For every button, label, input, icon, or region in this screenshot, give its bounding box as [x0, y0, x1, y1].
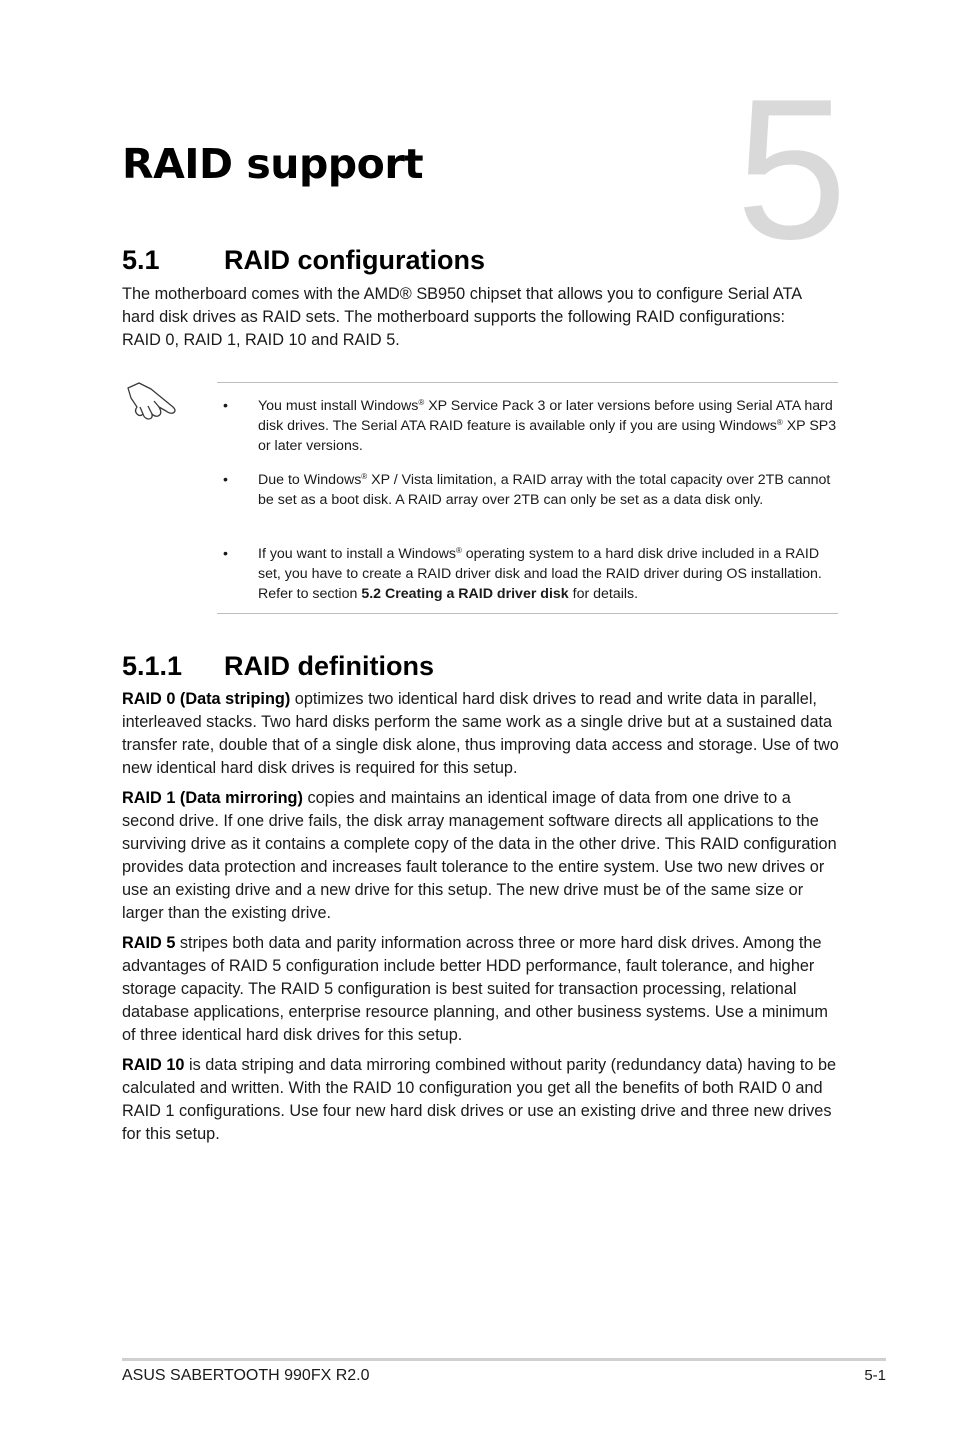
raid0-paragraph — [122, 688, 842, 780]
note-text: If you want to install a Windows — [258, 546, 456, 562]
pointing-hand-icon — [125, 380, 181, 424]
note-text: operating system to a hard disk drive included in a RAID set, you have to create a RAID driver disk and load the RAID driver during OS installation. Refer to section — [258, 546, 822, 602]
footer-page-number: 5-1 — [864, 1367, 886, 1384]
raid0-text: optimizes two identical hard disk drives to read and write data in parallel, interleaved stacks. Two hard disks perform the same work as a single drive but at a sustained data transfer rate, double that of a single disk alone, thus improving data access and storage. Use of two new identical hard disk drives is required for this setup. — [122, 690, 839, 777]
note-text: You must install Windows — [258, 398, 419, 414]
note-box — [217, 382, 838, 614]
registered-mark: ® — [361, 472, 368, 481]
section-reference: 5.2 Creating a RAID driver disk — [361, 586, 569, 602]
list-item — [217, 470, 838, 510]
raid10-term: RAID 10 — [122, 1056, 185, 1074]
raid10-text: is data striping and data mirroring combined without parity (redundancy data) having to be calculated and written. With the RAID 10 configuration you get all the benefits of both RAID 0 and RAID 1 configurations. Use four new hard disk drives or use an existing drive and three new drives for this setup. — [122, 1056, 837, 1143]
raid0-term: RAID 0 (Data striping) — [122, 690, 291, 708]
list-item — [217, 544, 838, 604]
note-text: XP / Vista limitation, a RAID array with the total capacity over 2TB cannot be set as a boot disk. A RAID array over 2TB can only be set as a data disk only. — [258, 472, 831, 508]
footer-product-name: ASUS SABERTOOTH 990FX R2.0 — [122, 1367, 370, 1384]
raid5-paragraph — [122, 932, 842, 1047]
note-text: for details. — [568, 586, 639, 602]
bullet: • — [223, 546, 228, 562]
raid1-term: RAID 1 (Data mirroring) — [122, 789, 303, 807]
section-title: RAID definitions — [224, 651, 434, 681]
registered-mark: ® — [455, 546, 462, 555]
chapter-title: RAID support — [122, 140, 424, 188]
footer-divider — [122, 1358, 886, 1361]
registered-mark: ® — [776, 418, 783, 427]
bullet: • — [223, 472, 228, 488]
section-title: RAID configurations — [224, 245, 485, 275]
section-number: 5.1.1 — [122, 651, 183, 681]
note-text: XP Service Pack 3 or later versions before using Serial ATA hard disk drives. The Serial ATA RAID feature is available only if you are using Windows — [258, 398, 833, 434]
note-text: XP SP3 or later versions. — [258, 418, 837, 454]
note-text: Due to Windows — [258, 472, 362, 488]
raid5-text: stripes both data and parity information across three or more hard disk drives. Among the advantages of RAID 5 configuration include better HDD performance, fault tolerance, and higher storage capacity. The RAID 5 configuration is best suited for transaction processing, relational database applications, enterprise resource planning, and other business systems. Use a minimum of three identical hard disk drives for this setup. — [122, 934, 828, 1044]
section-number: 5.1 — [122, 245, 160, 275]
registered-mark: ® — [418, 398, 425, 407]
raid1-text: copies and maintains an identical image of data from one drive to a second drive. If one drive fails, the disk array management software directs all applications to the surviving drive as it contains a complete copy of the data in the other drive. This RAID configuration provides data protection and increases fault tolerance to the entire system. Use two new drives or use an existing drive and a new drive for this setup. The new drive must be of the same size or larger than the existing drive. — [122, 789, 837, 922]
bullet: • — [223, 398, 228, 414]
raid10-paragraph — [122, 1054, 842, 1146]
list-item — [217, 396, 838, 456]
section-intro: The motherboard comes with the AMD® SB950 chipset that allows you to configure Serial ATA hard disk drives as RAID sets. The motherboard supports the following RAID configurations: RAID 0, RAID 1, RAID 10 and RAID 5. — [122, 285, 802, 349]
raid5-term: RAID 5 — [122, 934, 176, 952]
chapter-number: 5 — [736, 58, 844, 281]
section-heading-raid-configurations — [122, 245, 485, 276]
raid1-paragraph — [122, 787, 842, 925]
section-heading-raid-definitions — [122, 651, 434, 682]
